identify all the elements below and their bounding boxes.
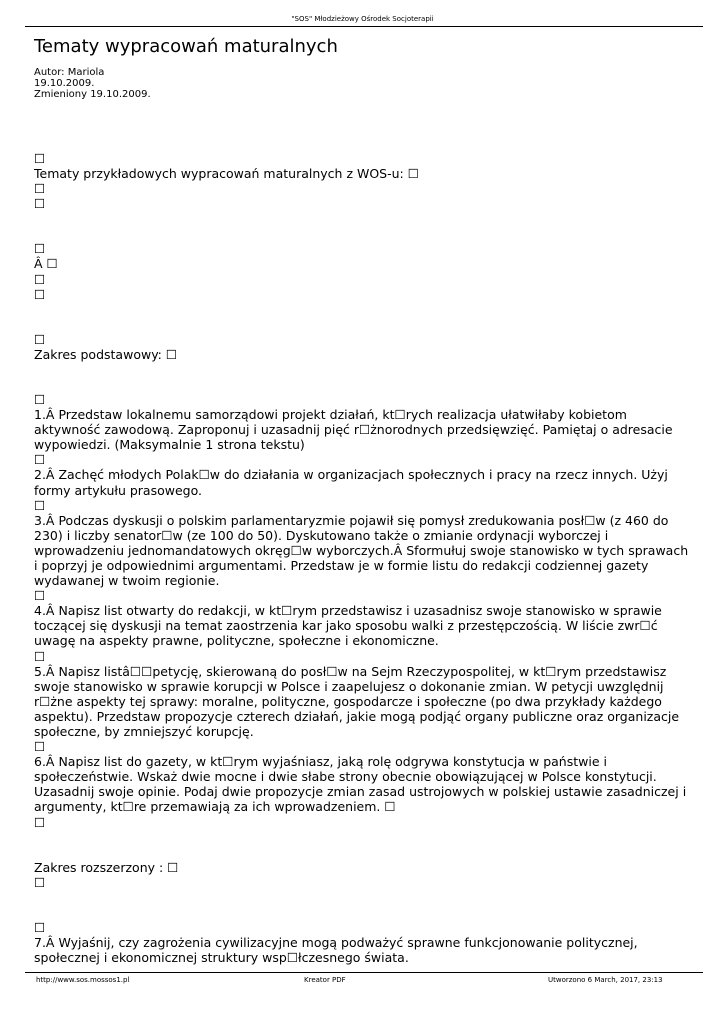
spacer (34, 211, 694, 241)
box-glyph: ☐ (34, 286, 46, 302)
topic-item-3: 3.Â Podczas dyskusji o polskim parlamentaryzmie pojawił się pomysł zredukowania posł☐w (z 460 do 230) i liczby senator☐w (ze 100 do 50). Dyskutowano także o zmianie ordynacji wyborczej i wprowadzeniu jednomandatowych okręg☐w wyborczych.Â Sformułuj swoje stanowisko w tych sprawach i poprzyj je odpowiednimi argumentami. Przedstaw je w formie listu do redakcji codziennej gazety wydawanej w twoim regionie. (34, 512, 689, 589)
spacer (34, 302, 694, 332)
box-glyph: ☐ (34, 497, 46, 513)
intro-line: Tematy przykładowych wypracowań maturalnych z WOS-u: ☐ (34, 166, 419, 182)
article-meta (34, 67, 151, 100)
box-glyph: ☐ (34, 331, 46, 347)
topic-item-2: 2.Â Zachęć młodych Polak☐w do działania w organizacjach społecznych i pracy na rzecz innych. Użyj formy artykułu prasowego. (34, 467, 668, 498)
author-line: Autor: Mariola (34, 67, 105, 78)
footer-created: Utworzono 6 March, 2017, 23:13 (548, 976, 663, 984)
box-glyph: ☐ (34, 181, 46, 197)
a-line: Â ☐ (34, 256, 58, 272)
spacer (34, 362, 694, 392)
extended-scope-heading: Zakres rozszerzony : ☐ (34, 859, 179, 875)
box-glyph: ☐ (34, 271, 46, 287)
header-rule (25, 26, 703, 27)
page-title: Tematy wypracowań maturalnych (34, 36, 338, 57)
basic-scope-heading: Zakres podstawowy: ☐ (34, 346, 178, 362)
box-glyph: ☐ (34, 588, 46, 604)
article-body (34, 151, 694, 965)
topic-item-1: 1.Â Przedstaw lokalnemu samorządowi projekt działań, kt☐rych realizacja ułatwiłaby kobietom aktywność zawodową. Zaproponuj i uzasadnij pięć r☐żnorodnych przedsięwzięć. Pamiętaj o adresacie wypowiedzi. (Maksymalnie 1 strona tekstu) (34, 407, 673, 453)
created-date: 19.10.2009. (34, 78, 95, 89)
topic-item-7: 7.Â Wyjaśnij, czy zagrożenia cywilizacyjne mogą podważyć sprawne funkcjonowanie politycznej, społecznej i ekonomicznej struktury wsp☐łczesnego świata. (34, 934, 638, 966)
topic-item-4: 4.Â Napisz list otwarty do redakcji, w kt☐rym przedstawisz i uzasadnisz swoje stanowisko w sprawie toczącej się dyskusji na temat zaostrzenia kar jako sposobu walki z przestępczością. W liście zwr☐ć uwagę na aspekty prawne, polityczne, społeczne i ekonomiczne. (34, 603, 662, 649)
box-glyph: ☐ (34, 814, 46, 830)
footer-generator: Kreator PDF (304, 976, 346, 984)
box-glyph: ☐ (34, 739, 46, 755)
footer-url: http://www.sos.mossos1.pl (36, 976, 130, 984)
box-glyph: ☐ (34, 196, 46, 212)
footer-rule (25, 972, 703, 973)
page-header: "SOS" Młodzieżowy Ośrodek Socjoterapii (291, 15, 434, 23)
modified-date: Zmieniony 19.10.2009. (34, 89, 151, 100)
box-glyph: ☐ (34, 241, 46, 257)
box-glyph: ☐ (34, 391, 46, 407)
box-glyph: ☐ (34, 919, 46, 935)
spacer (34, 830, 694, 860)
topic-item-6: 6.Â Napisz list do gazety, w kt☐rym wyjaśniasz, jaką rolę odgrywa konstytucja w państwie i społeczeństwie. Wskaż dwie mocne i dwie słabe strony obecnie obowiązującej w Polsce konstytucji. Uzasadnij swoje opinie. Podaj dwie propozycje zmian zasad ustrojowych w polskiej ustawie zasadniczej i argumenty, kt☐re przemawiają za ich wprowadzeniem. ☐ (34, 754, 687, 815)
topic-item-5: 5.Â Napisz listâ☐☐petycję, skierowaną do posł☐w na Sejm Rzeczypospolitej, w kt☐rym przedstawisz swoje stanowisko w sprawie korupcji w Polsce i zaapelujesz o dokonanie zmian. W petycji uwzględnij r☐żne aspekty tej sprawy: moralne, polityczne, gospodarcze i społeczne (po dwa przykłady każdego aspektu). Przedstaw propozycje czterech działań, jakie mogą podjąć organy publiczne oraz organizacje społeczne, by zmniejszyć korupcję. (34, 663, 680, 739)
box-glyph: ☐ (34, 874, 46, 890)
spacer (34, 890, 694, 920)
box-glyph: ☐ (34, 452, 46, 468)
box-glyph: ☐ (34, 648, 46, 664)
box-glyph: ☐ (34, 151, 46, 166)
